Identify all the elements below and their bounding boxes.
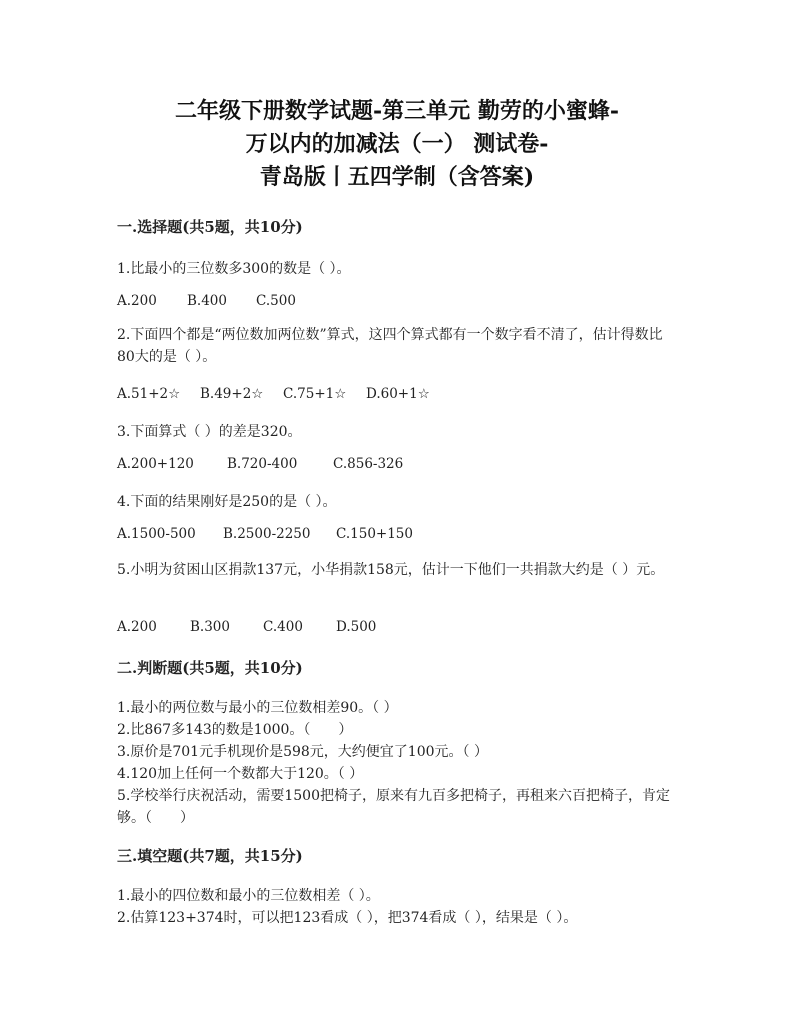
choice-options-3 [117, 456, 403, 472]
choice-options-4 [117, 526, 413, 542]
option-d: D.60+1☆ [366, 386, 430, 402]
choice-question-4: 4.下面的结果刚好是250的是（ ）。 [117, 494, 337, 510]
choice-options-1 [117, 293, 296, 309]
choice-question-3: 3.下面算式（ ）的差是320。 [117, 424, 302, 440]
section-heading-fill-blank: 三.填空题(共7题，共15分) [117, 847, 303, 865]
true-false-item-5: 5.学校举行庆祝活动，需要1500把椅子，原来有九百多把椅子，再租来六百把椅子，肯定够。（ ） [117, 788, 670, 826]
title-line-2: 万以内的加减法（一） 测试卷- [245, 131, 549, 157]
option-a: A.200+120 [117, 456, 194, 472]
option-a: A.200 [117, 293, 157, 309]
choice-question-2: 2.下面四个都是“两位数加两位数”算式，这四个算式都有一个数字看不清了，估计得数比80大的是（ ）。 [117, 327, 663, 365]
option-b: B.49+2☆ [200, 386, 264, 402]
option-c: C.856-326 [333, 456, 404, 472]
option-b: B.300 [190, 619, 230, 635]
choice-question-5: 5.小明为贫困山区捐款137元，小华捐款158元，估计一下他们一共捐款大约是（ ）元。 [117, 562, 665, 578]
option-b: B.720-400 [227, 456, 298, 472]
fill-blank-item-1: 1.最小的四位数和最小的三位数相差（ ）。 [117, 888, 380, 904]
option-c: C.500 [256, 293, 296, 309]
fill-blank-item-2: 2.估算123+374时，可以把123看成（ ），把374看成（ ），结果是（ ）。 [117, 910, 578, 926]
option-a: A.51+2☆ [117, 386, 181, 402]
true-false-item-4: 4.120加上任何一个数都大于120。（ ） [117, 766, 364, 782]
option-c: C.150+150 [336, 526, 413, 542]
option-c: C.400 [263, 619, 303, 635]
option-b: B.2500-2250 [223, 526, 311, 542]
title-line-1: 二年级下册数学试题-第三单元 勤劳的小蜜蜂- [175, 98, 619, 124]
option-c: C.75+1☆ [283, 386, 347, 402]
choice-options-2 [117, 386, 430, 402]
option-d: D.500 [336, 619, 377, 635]
title-line-3: 青岛版丨五四学制（含答案) [259, 164, 535, 190]
option-a: A.1500-500 [117, 526, 196, 542]
true-false-item-3: 3.原价是701元手机现价是598元，大约便宜了100元。（ ） [117, 744, 488, 760]
option-b: B.400 [187, 293, 227, 309]
choice-options-5 [117, 619, 376, 635]
section-heading-true-false: 二.判断题(共5题，共10分) [117, 659, 303, 677]
option-a: A.200 [117, 619, 157, 635]
true-false-item-1: 1.最小的两位数与最小的三位数相差90。（ ） [117, 700, 398, 716]
true-false-item-2: 2.比867多143的数是1000。（ ） [117, 722, 353, 738]
section-heading-choice: 一.选择题(共5题，共10分) [117, 218, 303, 236]
choice-question-1: 1.比最小的三位数多300的数是（ ）。 [117, 261, 351, 277]
